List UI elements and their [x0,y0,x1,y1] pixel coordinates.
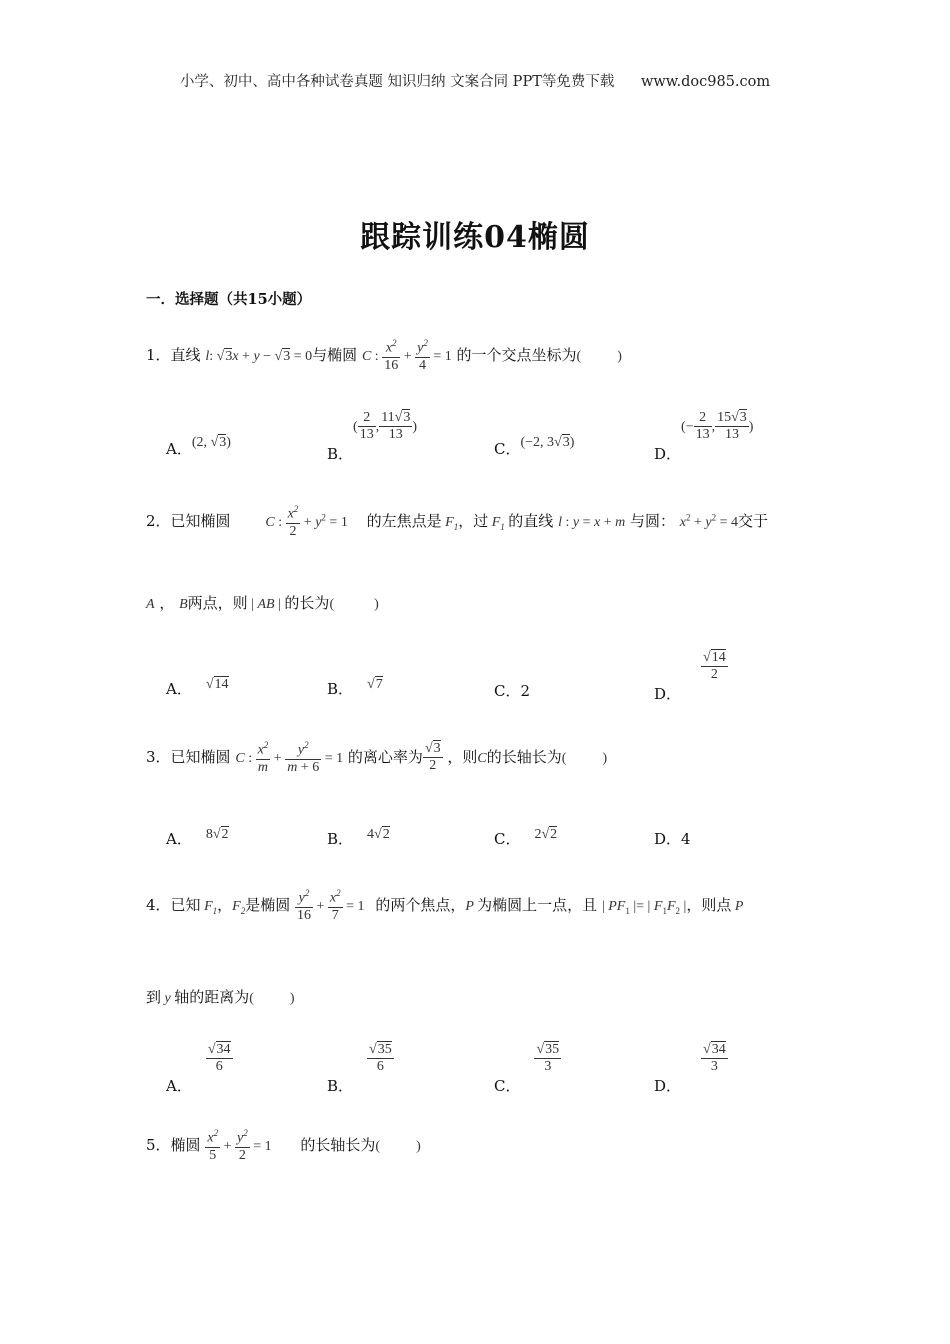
q5-ellipse-equation: $\frac{x^2}{5}$ [207,1128,219,1163]
q2-number: 2． [146,511,171,530]
q1-number: 1． [146,345,171,364]
q1-option-a[interactable]: A．(2, √3) [166,435,231,458]
header-site[interactable]: www.doc985.com [640,74,771,90]
q1-option-b[interactable]: B．( $\frac{2}{13}$ , $\frac{11√3}{13}$ ) [327,410,418,463]
header-text: 小学、初中、高中各种试卷真题 知识归纳 文案合同 PPT等免费下载 [179,74,615,90]
q1-option-c[interactable]: C．(−2, 3√3) [494,435,575,458]
q4-option-c[interactable]: C． $\frac{√35}{3}$ [494,1042,560,1095]
question-2-cont: A ， B两点，则 | AB | 的长为( ) [146,594,379,612]
question-2: 2．已知椭圆 C : $\frac{x^2}{2}$ + $y^2 = 1$ 的左焦点是 $F_1$，过 $F_1$ 的直线 l : y = x + m 与圆： $x^2 + y^2 = 4$交于 [146,504,769,539]
question-4: 4．已知 $F_1$，$F_2$是椭圆 $\frac{y^2}{16}$ + $\frac{x^2}{7}$ = 1 的两个焦点，P 为椭圆上一点，且 | $PF_1$ |= | $F_1F_2$ |，则点 P [146,888,744,923]
q1-text-2: 与椭圆 [312,345,358,364]
q4-option-a[interactable]: A． $\frac{√34}{6}$ [166,1042,231,1095]
question-1: 1．直线 l: √3x + y − √3 = 0与椭圆 C : $\frac{x^2}{16}$ + $\frac{y^2}{4}$ = 1 的一个交点坐标为( ) [146,338,622,373]
q2-option-b[interactable]: B． √7 [327,677,383,698]
q4-option-b[interactable]: B． $\frac{√35}{6}$ [327,1042,392,1095]
q1-ellipse-equation: C [361,348,372,364]
q1-option-d[interactable]: D．(− $\frac{2}{13}$ , $\frac{15√3}{13}$ ) [654,410,754,463]
q2-ellipse-equation: C [265,514,275,530]
q2-option-d[interactable]: D． $\frac{√14}{2}$ [654,650,726,703]
q2-option-a[interactable]: A． √14 [166,677,229,698]
q2-segment-ab: | [247,597,258,612]
q3-option-b[interactable]: B． 4√2 [327,827,390,848]
document-title: 跟踪训练04椭圆 [360,220,590,255]
page-header [0,70,950,91]
question-5: 5．椭圆 $\frac{x^2}{5}$ + $\frac{y^2}{2}$ = 1 的长轴长为( ) [146,1128,421,1163]
q3-option-d[interactable]: D．4 [654,830,691,848]
q1-text-3: 的一个交点坐标为 [456,345,577,364]
q3-option-a[interactable]: A． 8√2 [166,827,229,848]
q3-option-c[interactable]: C． 2√2 [494,827,558,848]
question-4-cont: 到 y 轴的距离为( ) [146,988,295,1006]
q3-eccentricity: $\frac{√3}{2}$ [424,741,441,774]
q2-option-c[interactable]: C．2 [494,682,531,700]
question-3: 3．已知椭圆 C : $\frac{x^2}{m}$ + $\frac{y^2}{m + 6}$ = 1 的离心率为 $\frac{√3}{2}$ ，则C的长轴长为( ) [146,740,608,775]
section-heading: 一．选择题（共15小题） [146,291,312,308]
q4-condition: | [601,898,609,914]
q4-option-d[interactable]: D． $\frac{√34}{3}$ [654,1042,726,1095]
q4-ellipse-equation: $\frac{y^2}{16}$ [297,888,311,923]
q1-line-equation: l [205,348,210,364]
q1-text-1: 直线 [170,345,201,364]
q2-circle-equation: x [679,514,687,530]
q3-ellipse-equation: C [235,750,245,766]
q2-line-equation: l [558,514,562,530]
